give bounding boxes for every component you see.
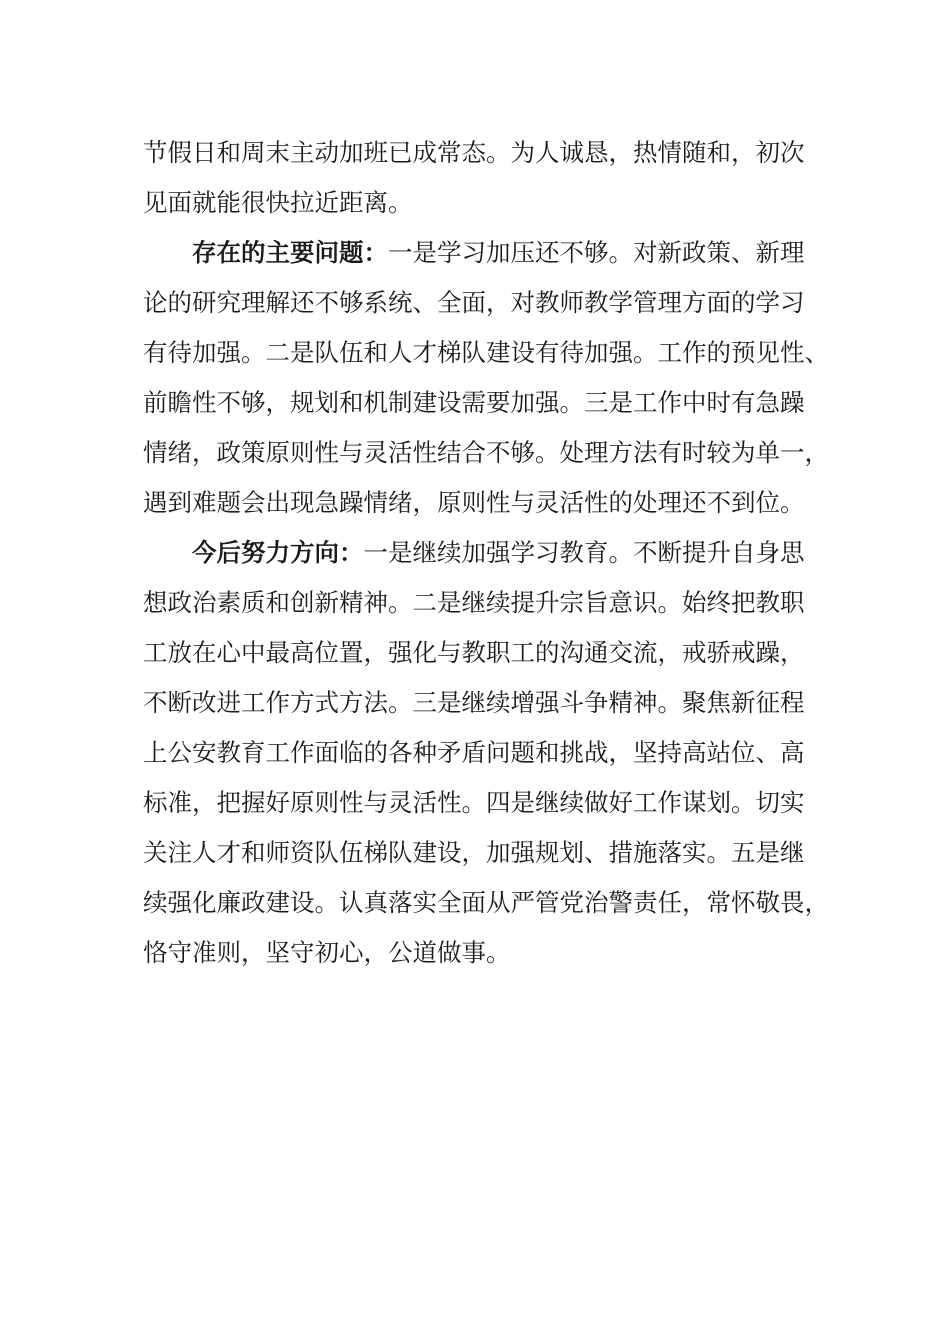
text-line: 遇到难题会出现急躁情绪，原则性与灵活性的处理还不到位。	[143, 488, 805, 517]
text-line: 前瞻性不够，规划和机制建设需要加强。三是工作中时有急躁	[143, 388, 805, 417]
text-line: 续强化廉政建设。认真落实全面从严管党治警责任，常怀敬畏，	[143, 888, 829, 917]
text-line: 恪守准则，坚守初心，公道做事。	[143, 938, 511, 967]
text-line	[143, 228, 803, 278]
text-line: 不断改进工作方式方法。三是继续增强斗争精神。聚焦新征程	[143, 688, 805, 717]
paragraph-continuation	[143, 128, 803, 228]
document-page	[143, 128, 829, 978]
text-line: 情绪，政策原则性与灵活性结合不够。处理方法有时较为单一，	[143, 438, 829, 467]
text-line: 关注人才和师资队伍梯队建设，加强规划、措施落实。五是继	[143, 838, 805, 867]
text-line: 见面就能很快拉近距离。	[143, 188, 413, 217]
section-heading-problems: 存在的主要问题：	[192, 238, 388, 267]
paragraph-future-direction	[143, 528, 829, 978]
text-line	[143, 528, 803, 578]
text-line: 上公安教育工作面临的各种矛盾问题和挑战，坚持高站位、高	[143, 738, 805, 767]
text-run: 一是学习加压还不够。对新政策、新理	[388, 238, 805, 267]
paragraph-main-problems	[143, 228, 829, 528]
text-line: 有待加强。二是队伍和人才梯队建设有待加强。工作的预见性、	[143, 338, 829, 367]
text-line: 节假日和周末主动加班已成常态。为人诚恳，热情随和，初次	[143, 138, 805, 167]
section-heading-direction: 今后努力方向：	[192, 538, 364, 567]
text-line: 标准，把握好原则性与灵活性。四是继续做好工作谋划。切实	[143, 788, 805, 817]
text-run: 一是继续加强学习教育。不断提升自身思	[363, 538, 805, 567]
text-line: 工放在心中最高位置，强化与教职工的沟通交流，戒骄戒躁，	[143, 638, 805, 667]
text-line: 想政治素质和创新精神。二是继续提升宗旨意识。始终把教职	[143, 588, 805, 617]
text-line: 论的研究理解还不够系统、全面，对教师教学管理方面的学习	[143, 288, 805, 317]
